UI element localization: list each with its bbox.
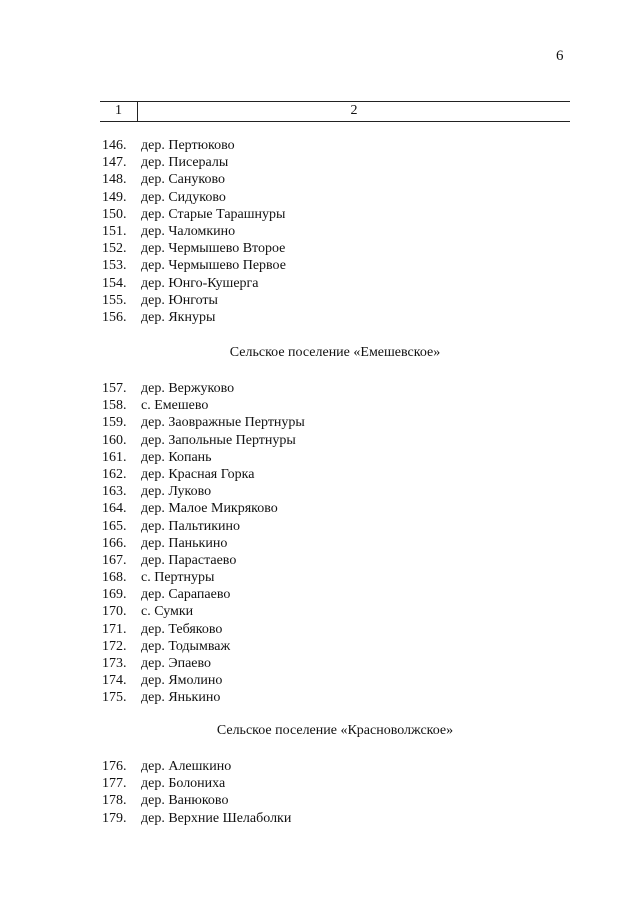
settlement-name: дер. Эпаево bbox=[141, 656, 212, 671]
list-item bbox=[102, 414, 305, 431]
item-number: 172. bbox=[102, 638, 127, 654]
list-item bbox=[102, 621, 305, 638]
item-number: 155. bbox=[102, 292, 127, 308]
item-number: 154. bbox=[102, 275, 127, 291]
list-item bbox=[102, 432, 305, 449]
item-number: 170. bbox=[102, 604, 127, 620]
item-number: 174. bbox=[102, 673, 127, 689]
settlement-name: дер. Копань bbox=[141, 449, 212, 465]
section-heading-emeshevskoe: Сельское поселение «Емешевское» bbox=[229, 345, 441, 360]
settlement-name: дер. Красная Горка bbox=[141, 466, 255, 482]
settlement-name: дер. Писералы bbox=[141, 155, 229, 171]
list-item bbox=[102, 518, 305, 535]
settlement-name: дер. Ванюково bbox=[141, 793, 229, 809]
settlement-name: дер. Тодымваж bbox=[141, 638, 231, 654]
item-number: 159. bbox=[102, 415, 127, 431]
settlement-name: дер. Чермышево Первое bbox=[141, 258, 286, 274]
list-item bbox=[102, 758, 291, 775]
item-number: 171. bbox=[102, 621, 127, 637]
settlement-name: дер. Болониха bbox=[141, 776, 226, 792]
item-number: 177. bbox=[102, 776, 127, 792]
list-item bbox=[102, 257, 286, 274]
settlement-name: дер. Алешкино bbox=[141, 759, 232, 774]
list-item bbox=[102, 275, 286, 292]
table-header-col1: 1 bbox=[115, 103, 122, 118]
item-number: 178. bbox=[102, 793, 127, 809]
item-number: 168. bbox=[102, 570, 127, 586]
item-number: 173. bbox=[102, 656, 127, 671]
settlement-name: с. Емешево bbox=[141, 398, 209, 414]
item-number: 147. bbox=[102, 155, 127, 171]
list-item bbox=[102, 154, 286, 171]
settlement-name: дер. Юнготы bbox=[141, 292, 218, 308]
item-number: 146. bbox=[102, 138, 127, 153]
item-number: 158. bbox=[102, 398, 127, 414]
settlement-name: дер. Парастаево bbox=[141, 552, 237, 568]
item-number: 150. bbox=[102, 206, 127, 222]
item-number: 163. bbox=[102, 484, 127, 500]
list-item bbox=[102, 483, 305, 500]
item-number: 157. bbox=[102, 381, 127, 396]
list-item bbox=[102, 171, 286, 188]
settlement-name: с. Сумки bbox=[141, 604, 194, 620]
item-number: 164. bbox=[102, 501, 127, 517]
list-item bbox=[102, 655, 305, 672]
list-item bbox=[102, 672, 305, 689]
settlement-name: дер. Сидуково bbox=[141, 189, 226, 205]
settlement-name: дер. Чермышево Второе bbox=[141, 241, 286, 257]
list-item bbox=[102, 466, 305, 483]
list-item bbox=[102, 189, 286, 206]
settlement-name: дер. Старые Тарашнуры bbox=[141, 206, 286, 222]
settlement-name: дер. Сарапаево bbox=[141, 587, 231, 603]
list-item bbox=[102, 792, 291, 809]
settlement-name: дер. Тебяково bbox=[141, 621, 223, 637]
settlement-name: дер. Сануково bbox=[141, 172, 225, 188]
settlement-name: дер. Луково bbox=[141, 484, 212, 500]
item-number: 169. bbox=[102, 587, 127, 603]
settlement-name: с. Пертнуры bbox=[141, 570, 215, 586]
list-item bbox=[102, 240, 286, 257]
table-header-col2: 2 bbox=[350, 103, 358, 118]
item-number: 165. bbox=[102, 518, 127, 534]
item-number: 148. bbox=[102, 172, 127, 188]
item-number: 151. bbox=[102, 223, 127, 239]
list-item bbox=[102, 292, 286, 309]
page-number: 6 bbox=[556, 48, 564, 64]
settlement-name: дер. Верхние Шелаболки bbox=[141, 810, 292, 826]
list-item bbox=[102, 810, 291, 827]
settlement-name: дер. Ямолино bbox=[141, 673, 223, 689]
item-number: 149. bbox=[102, 189, 127, 205]
settlement-list-c bbox=[102, 758, 291, 827]
settlement-name: дер. Юнго-Кушерга bbox=[141, 275, 259, 291]
item-number: 156. bbox=[102, 309, 127, 325]
item-number: 176. bbox=[102, 759, 127, 774]
settlement-name: дер. Пертюково bbox=[141, 138, 235, 153]
list-item bbox=[102, 569, 305, 586]
settlement-name: дер. Заовражные Пертнуры bbox=[141, 415, 305, 431]
settlement-name: дер. Запольные Пертнуры bbox=[141, 432, 296, 448]
table-header bbox=[100, 101, 570, 122]
settlement-name: дер. Панькино bbox=[141, 535, 228, 551]
item-number: 153. bbox=[102, 258, 127, 274]
settlement-name: дер. Янькино bbox=[141, 690, 221, 706]
settlement-name: дер. Чаломкино bbox=[141, 223, 236, 239]
list-item bbox=[102, 223, 286, 240]
list-item bbox=[102, 137, 286, 154]
item-number: 175. bbox=[102, 690, 127, 706]
item-number: 161. bbox=[102, 449, 127, 465]
settlement-list-b bbox=[102, 380, 305, 707]
item-number: 162. bbox=[102, 466, 127, 482]
list-item bbox=[102, 638, 305, 655]
list-item bbox=[102, 397, 305, 414]
settlement-name: дер. Якнуры bbox=[141, 309, 216, 325]
item-number: 166. bbox=[102, 535, 127, 551]
list-item bbox=[102, 500, 305, 517]
list-item bbox=[102, 603, 305, 620]
item-number: 179. bbox=[102, 810, 127, 826]
list-item bbox=[102, 552, 305, 569]
item-number: 152. bbox=[102, 241, 127, 257]
item-number: 167. bbox=[102, 552, 127, 568]
settlement-name: дер. Пальтикино bbox=[141, 518, 241, 534]
section-heading-krasnovolzhskoe: Сельское поселение «Красноволжское» bbox=[216, 723, 454, 738]
list-item bbox=[102, 775, 291, 792]
settlement-list-a bbox=[102, 137, 286, 326]
settlement-name: дер. Малое Микряково bbox=[141, 501, 278, 517]
item-number: 160. bbox=[102, 432, 127, 448]
list-item bbox=[102, 380, 305, 397]
settlement-name: дер. Вержуково bbox=[141, 381, 235, 396]
list-item bbox=[102, 535, 305, 552]
list-item bbox=[102, 206, 286, 223]
list-item bbox=[102, 586, 305, 603]
list-item bbox=[102, 309, 286, 326]
list-item bbox=[102, 449, 305, 466]
list-item bbox=[102, 689, 305, 706]
